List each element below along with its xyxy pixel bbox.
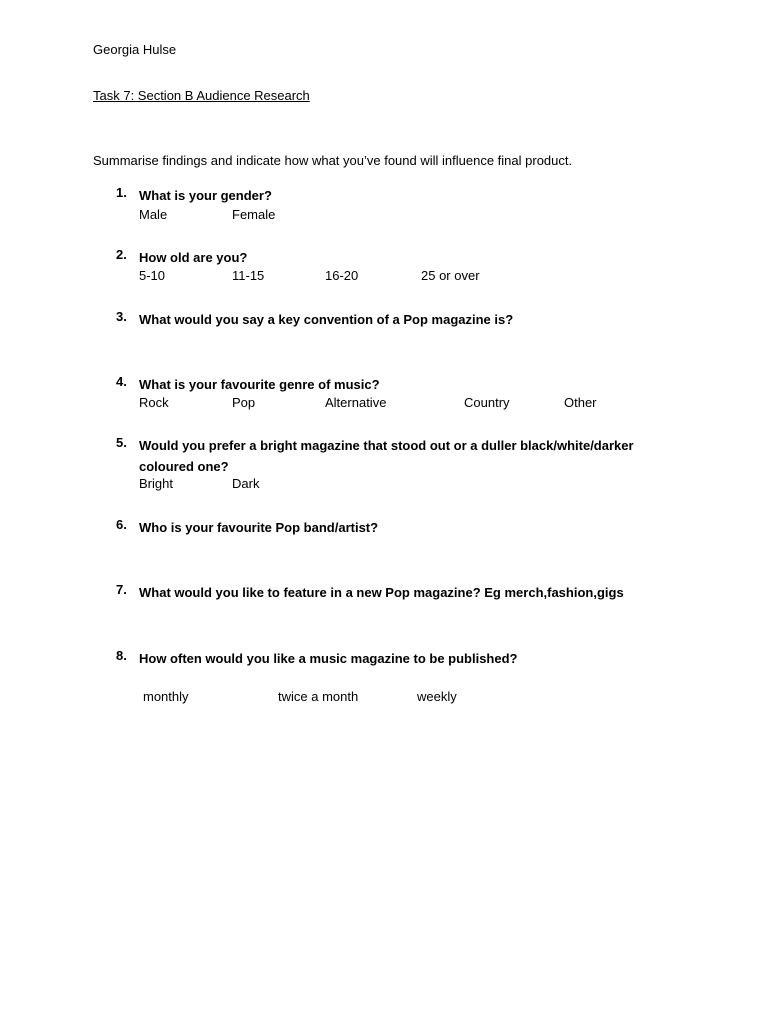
question-text: How often would you like a music magazine to be published? <box>139 651 518 666</box>
question-number: 3. <box>116 309 127 324</box>
question-text: What is your favourite genre of music? <box>139 377 380 392</box>
question-number: 5. <box>116 435 127 450</box>
question-text: What is your gender? <box>139 188 272 203</box>
answer-option: Male <box>139 207 168 222</box>
task-title: Task 7: Section B Audience Research <box>93 88 310 103</box>
question-number: 6. <box>116 517 127 532</box>
answer-option: Bright <box>139 476 173 491</box>
question-text: Who is your favourite Pop band/artist? <box>139 520 379 535</box>
answer-option: 16-20 <box>325 268 359 283</box>
answer-option: Dark <box>232 476 260 491</box>
answer-option: 5-10 <box>139 268 166 283</box>
answer-option: Female <box>232 207 276 222</box>
answer-option: 25 or over <box>421 268 480 283</box>
answer-option: 11-15 <box>232 268 265 283</box>
answer-option: Rock <box>139 395 169 410</box>
answer-option: weekly <box>417 689 457 704</box>
question-text: Would you prefer a bright magazine that stood out or a duller black/white/darker coloured one? <box>139 438 634 474</box>
answer-option: monthly <box>143 689 189 704</box>
question-number: 1. <box>116 185 127 200</box>
instruction-text: Summarise findings and indicate how what you’ve found will influence final product. <box>93 153 573 168</box>
question-number: 4. <box>116 374 127 389</box>
answer-option: Country <box>464 395 510 410</box>
answer-option: Pop <box>232 395 256 410</box>
question-number: 2. <box>116 247 127 262</box>
question-text: What would you like to feature in a new Pop magazine? Eg merch,fashion,gigs <box>139 585 624 600</box>
question-text: How old are you? <box>139 250 248 265</box>
question-number: 7. <box>116 582 127 597</box>
author-name: Georgia Hulse <box>93 42 177 57</box>
answer-option: Other <box>564 395 597 410</box>
question-text: What would you say a key convention of a Pop magazine is? <box>139 312 514 327</box>
answer-option: twice a month <box>278 689 359 704</box>
answer-option: Alternative <box>325 395 387 410</box>
question-number: 8. <box>116 648 127 663</box>
